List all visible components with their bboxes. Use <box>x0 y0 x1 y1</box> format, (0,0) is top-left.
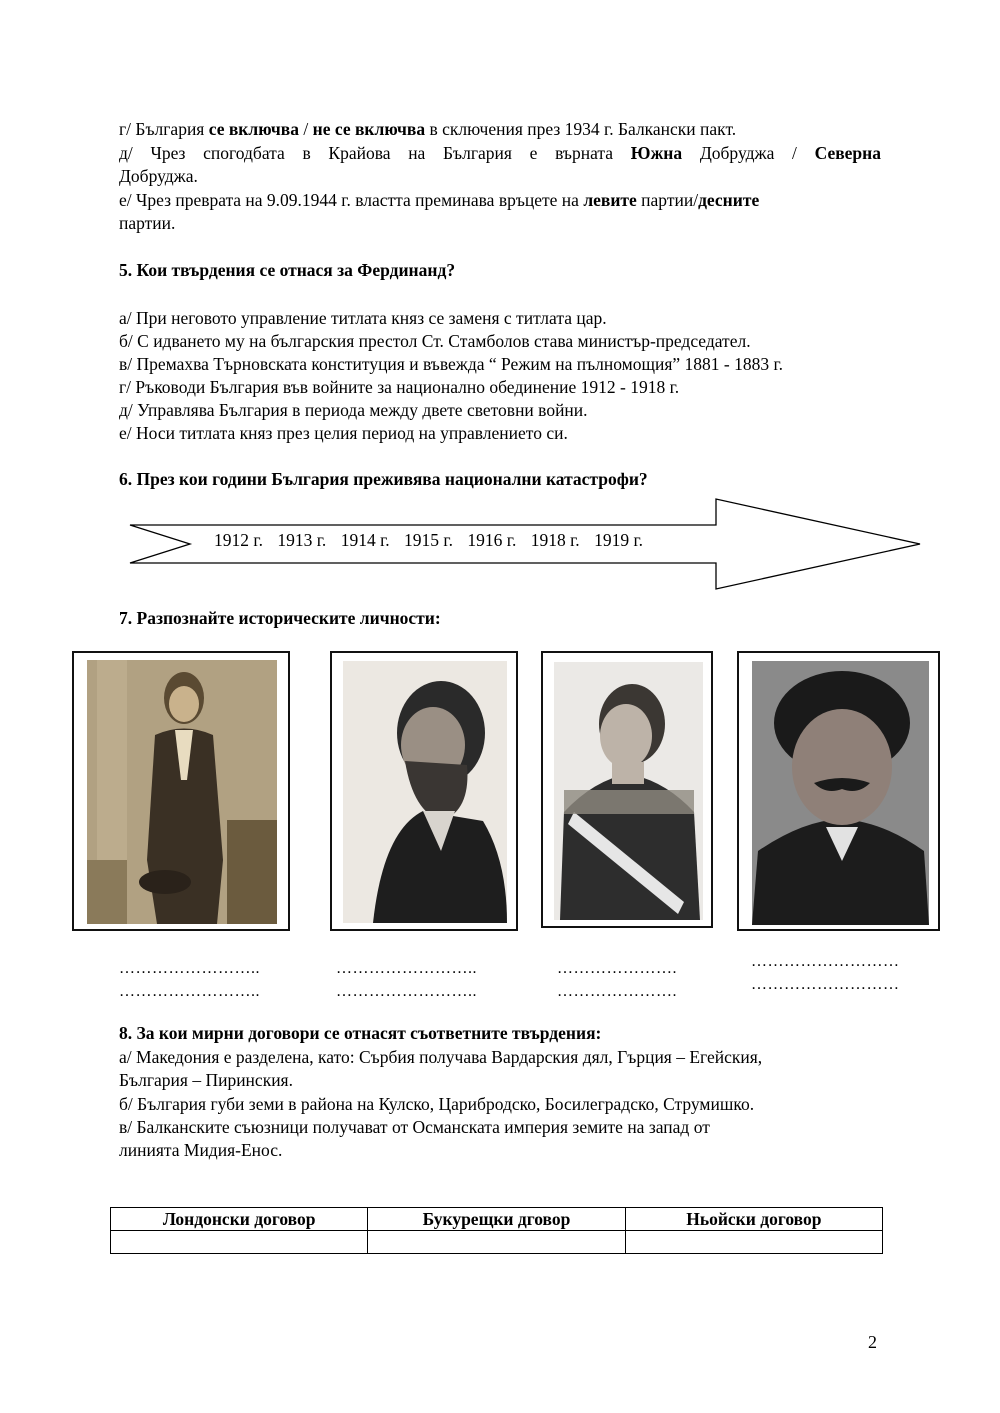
q5-item-e: е/ Носи титлата княз през целия период на управлението си. <box>119 423 568 443</box>
name-blank-2-line1[interactable]: …………………….. <box>336 960 477 977</box>
q4-item-e-cont: партии. <box>119 213 176 233</box>
name-blank-2-line2[interactable]: …………………….. <box>336 983 477 1000</box>
name-blank-4-line2[interactable]: ……………………… <box>751 976 900 993</box>
year-option[interactable]: 1918 г. <box>530 530 580 550</box>
portrait-3 <box>554 662 703 920</box>
q4-e-option-1: левите <box>583 190 637 210</box>
portrait-frame-2 <box>330 651 518 931</box>
q4-e-option-2: десните <box>698 190 760 210</box>
portrait-2 <box>343 661 507 923</box>
answer-cell-neuilly[interactable] <box>625 1231 882 1254</box>
q4-d-option-2: Северна <box>814 143 881 163</box>
portrait-1 <box>87 660 277 924</box>
q4-g-option-2: не се включва <box>312 119 426 139</box>
header-london-treaty: Лондонски договор <box>111 1208 368 1231</box>
header-neuilly-treaty: Ньойски договор <box>625 1208 882 1231</box>
q8-item-v-cont: линията Мидия-Енос. <box>119 1140 283 1160</box>
q8-item-b: б/ България губи земи в района на Кулско, Царибродско, Босилеградско, Струмишко. <box>119 1094 755 1114</box>
timeline-years <box>214 530 653 551</box>
q8-item-a: а/ Македония е разделена, като: Сърбия получава Вардарския дял, Гърция – Егейския, <box>119 1047 763 1067</box>
portrait-frame-1 <box>72 651 290 931</box>
portrait-frame-4 <box>737 651 940 931</box>
q6-title: 6. През кои години България преживява национални катастрофи? <box>119 469 648 489</box>
q4-item-d-cont: Добруджа. <box>119 166 198 186</box>
q5-item-b: б/ С идването му на българския престол Ст. Стамболов става министър-председател. <box>119 331 751 351</box>
q8-item-v: в/ Балканските съюзници получават от Османската империя земите на запад от <box>119 1117 710 1137</box>
table-answer-row <box>111 1231 883 1254</box>
year-option[interactable]: 1912 г. <box>214 530 263 550</box>
q4-g-option-1: се включва <box>208 119 299 139</box>
answer-cell-bucharest[interactable] <box>368 1231 625 1254</box>
q5-item-g: г/ Ръководи България във войните за национално обединение 1912 - 1918 г. <box>119 377 680 397</box>
page-number: 2 <box>868 1332 877 1352</box>
q8-item-a-cont: България – Пиринския. <box>119 1070 293 1090</box>
portrait-frame-3 <box>541 651 713 928</box>
year-option[interactable]: 1914 г. <box>340 530 390 550</box>
year-option[interactable]: 1916 г. <box>467 530 517 550</box>
q8-title: 8. За кои мирни договори се отнасят съответните твърдения: <box>119 1023 602 1043</box>
table-header-row <box>111 1208 883 1231</box>
q4-item-d: д/ Чрез спогодбата в Крайова на България е върната Южна Добруджа / Северна <box>119 143 881 163</box>
year-option[interactable]: 1915 г. <box>404 530 453 550</box>
q5-item-v: в/ Премахва Търновската конституция и въвежда “ Режим на пълномощия” 1881 - 1883 г. <box>119 354 784 374</box>
q5-item-a: а/ При неговото управление титлата княз се заменя с титлата цар. <box>119 308 607 328</box>
treaties-table <box>110 1207 883 1254</box>
year-option[interactable]: 1919 г. <box>594 530 644 550</box>
name-blank-1-line2[interactable]: …………………….. <box>119 983 260 1000</box>
q5-title: 5. Кои твърдения се отнася за Фердинанд? <box>119 260 456 280</box>
header-bucharest-treaty: Букурещки дговор <box>368 1208 625 1231</box>
year-option[interactable]: 1913 г. <box>277 530 327 550</box>
q4-item-g: г/ България се включва / не се включва в сключения през 1934 г. Балкански пакт. <box>119 119 737 139</box>
q4-item-e: е/ Чрез превратa на 9.09.1944 г. властта преминава връцете на левите партии/десните <box>119 190 760 210</box>
q5-item-d: д/ Управлява България в периода между двете световни войни. <box>119 400 588 420</box>
q4-d-option-1: Южна <box>630 143 683 163</box>
name-blank-3-line2[interactable]: …………………. <box>557 983 677 1000</box>
answer-cell-london[interactable] <box>111 1231 368 1254</box>
q7-title: 7. Разпознайте историческите личности: <box>119 608 441 628</box>
portrait-4 <box>752 661 929 925</box>
name-blank-4-line1[interactable]: ……………………… <box>751 953 900 970</box>
name-blank-3-line1[interactable]: …………………. <box>557 960 677 977</box>
name-blank-1-line1[interactable]: …………………….. <box>119 960 260 977</box>
